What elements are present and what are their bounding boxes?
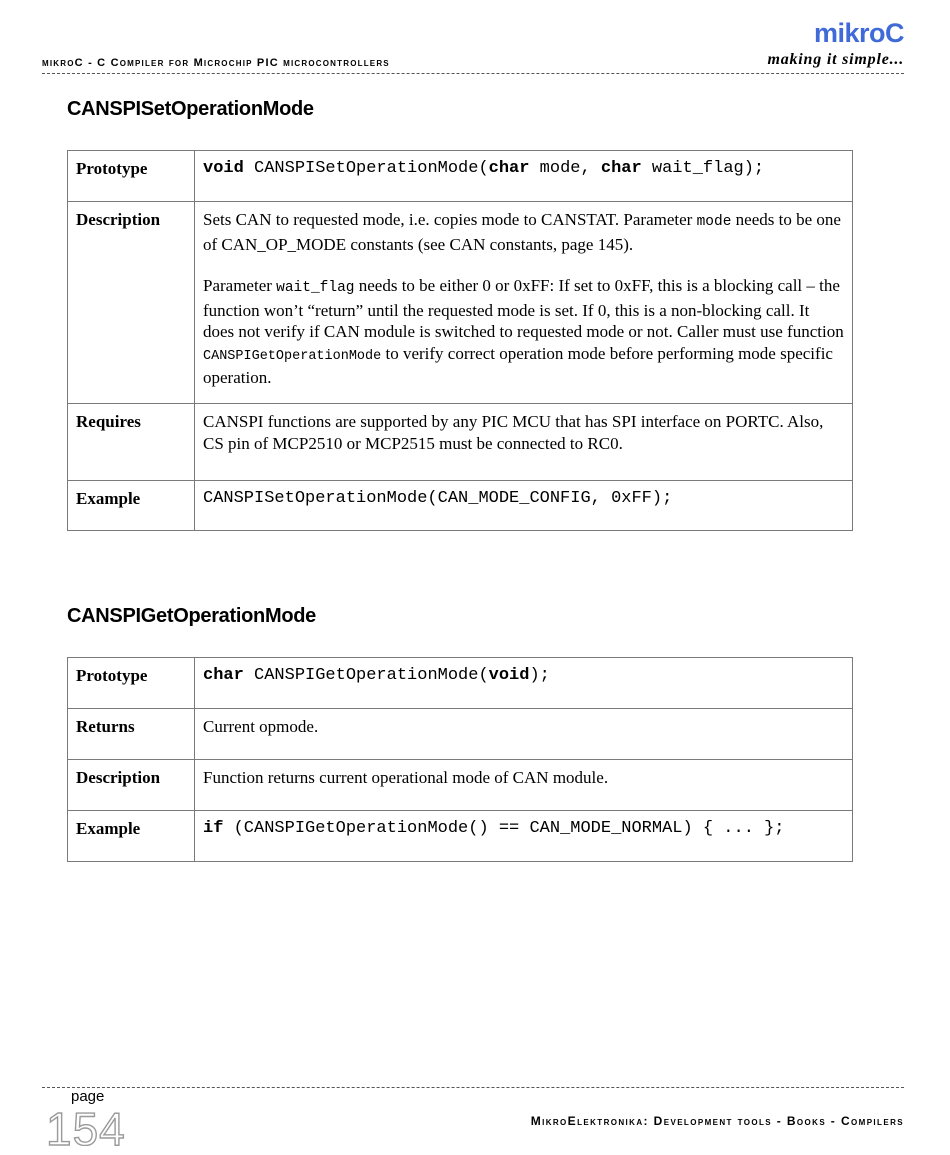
keyword: void bbox=[488, 666, 530, 685]
table-row bbox=[68, 151, 853, 202]
example-code bbox=[195, 811, 853, 862]
page-label: page bbox=[71, 1088, 105, 1105]
description-cell bbox=[195, 202, 853, 404]
text: Sets CAN to requested mode, i.e. copies mode to CANSTAT. Parameter bbox=[203, 210, 697, 229]
inline-code: mode bbox=[696, 214, 732, 230]
spec-table-get-operation-mode bbox=[67, 657, 853, 862]
code-text: mode, bbox=[529, 159, 601, 178]
header-title: mikroC - C Compiler for Microchip PIC microcontrollers bbox=[42, 57, 390, 69]
row-label: Description bbox=[68, 760, 195, 811]
table-row bbox=[68, 202, 853, 404]
prototype-code bbox=[195, 151, 853, 202]
footer-divider bbox=[42, 1087, 904, 1088]
keyword: char bbox=[488, 159, 530, 178]
requires-cell: CANSPI functions are supported by any PIC MCU that has SPI interface on PORTC. Also, CS pin of MCP2510 or MCP2515 must be connected to RC0. bbox=[195, 404, 853, 481]
keyword: if bbox=[203, 819, 224, 838]
table-row bbox=[68, 481, 853, 531]
code-text: (CANSPIGetOperationMode() == CAN_MODE_NORMAL) { ... }; bbox=[223, 819, 785, 838]
row-label: Example bbox=[68, 481, 195, 531]
inline-code: wait_flag bbox=[276, 280, 355, 296]
keyword: void bbox=[203, 159, 244, 178]
row-label: Description bbox=[68, 202, 195, 404]
table-row bbox=[68, 811, 853, 862]
section-title-set-operation-mode: CANSPISetOperationMode bbox=[67, 98, 314, 120]
keyword: char bbox=[600, 159, 642, 178]
table-row bbox=[68, 658, 853, 709]
inline-code: CANSPIGetOperationMode bbox=[203, 348, 382, 364]
brand-tagline: making it simple... bbox=[767, 51, 904, 68]
returns-cell: Current opmode. bbox=[195, 709, 853, 760]
text: needs to be either 0 or 0xFF: If set to 0xFF, this is a blocking call – the function won’t “return” until the requested mode is set. If 0, this is a non-blocking call. It does not verify if CAN module is switched to requested mode or not. Caller must use function bbox=[203, 276, 844, 341]
row-label: Prototype bbox=[68, 658, 195, 709]
row-label: Prototype bbox=[68, 151, 195, 202]
description-cell: Function returns current operational mode of CAN module. bbox=[195, 760, 853, 811]
code-text: CANSPIGetOperationMode( bbox=[243, 666, 489, 685]
code-text: wait_flag); bbox=[641, 159, 765, 178]
prototype-code bbox=[195, 658, 853, 709]
brand-logo: mikroC bbox=[813, 18, 904, 48]
description-paragraph bbox=[203, 275, 844, 389]
text: needs to be one of CAN_OP_MODE constants (see CAN constants, page 145). bbox=[203, 210, 841, 254]
code-text: CANSPISetOperationMode( bbox=[243, 159, 489, 178]
table-row bbox=[68, 760, 853, 811]
table-row bbox=[68, 709, 853, 760]
keyword: char bbox=[203, 666, 244, 685]
footer-publisher: MikroElektronika: Development tools - Books - Compilers bbox=[530, 1114, 904, 1128]
code-text: ); bbox=[529, 666, 550, 685]
section-title-get-operation-mode: CANSPIGetOperationMode bbox=[67, 605, 316, 627]
text: to verify correct operation mode before performing mode specific operation. bbox=[203, 343, 833, 387]
example-code: CANSPISetOperationMode(CAN_MODE_CONFIG, 0xFF); bbox=[195, 481, 853, 531]
text: Parameter bbox=[203, 276, 277, 295]
row-label: Returns bbox=[68, 709, 195, 760]
description-paragraph bbox=[203, 209, 844, 255]
row-label: Example bbox=[68, 811, 195, 862]
row-label: Requires bbox=[68, 404, 195, 481]
header-divider bbox=[42, 73, 904, 74]
spec-table-set-operation-mode bbox=[67, 150, 853, 531]
page-number: 154 bbox=[46, 1106, 126, 1146]
table-row bbox=[68, 404, 853, 481]
